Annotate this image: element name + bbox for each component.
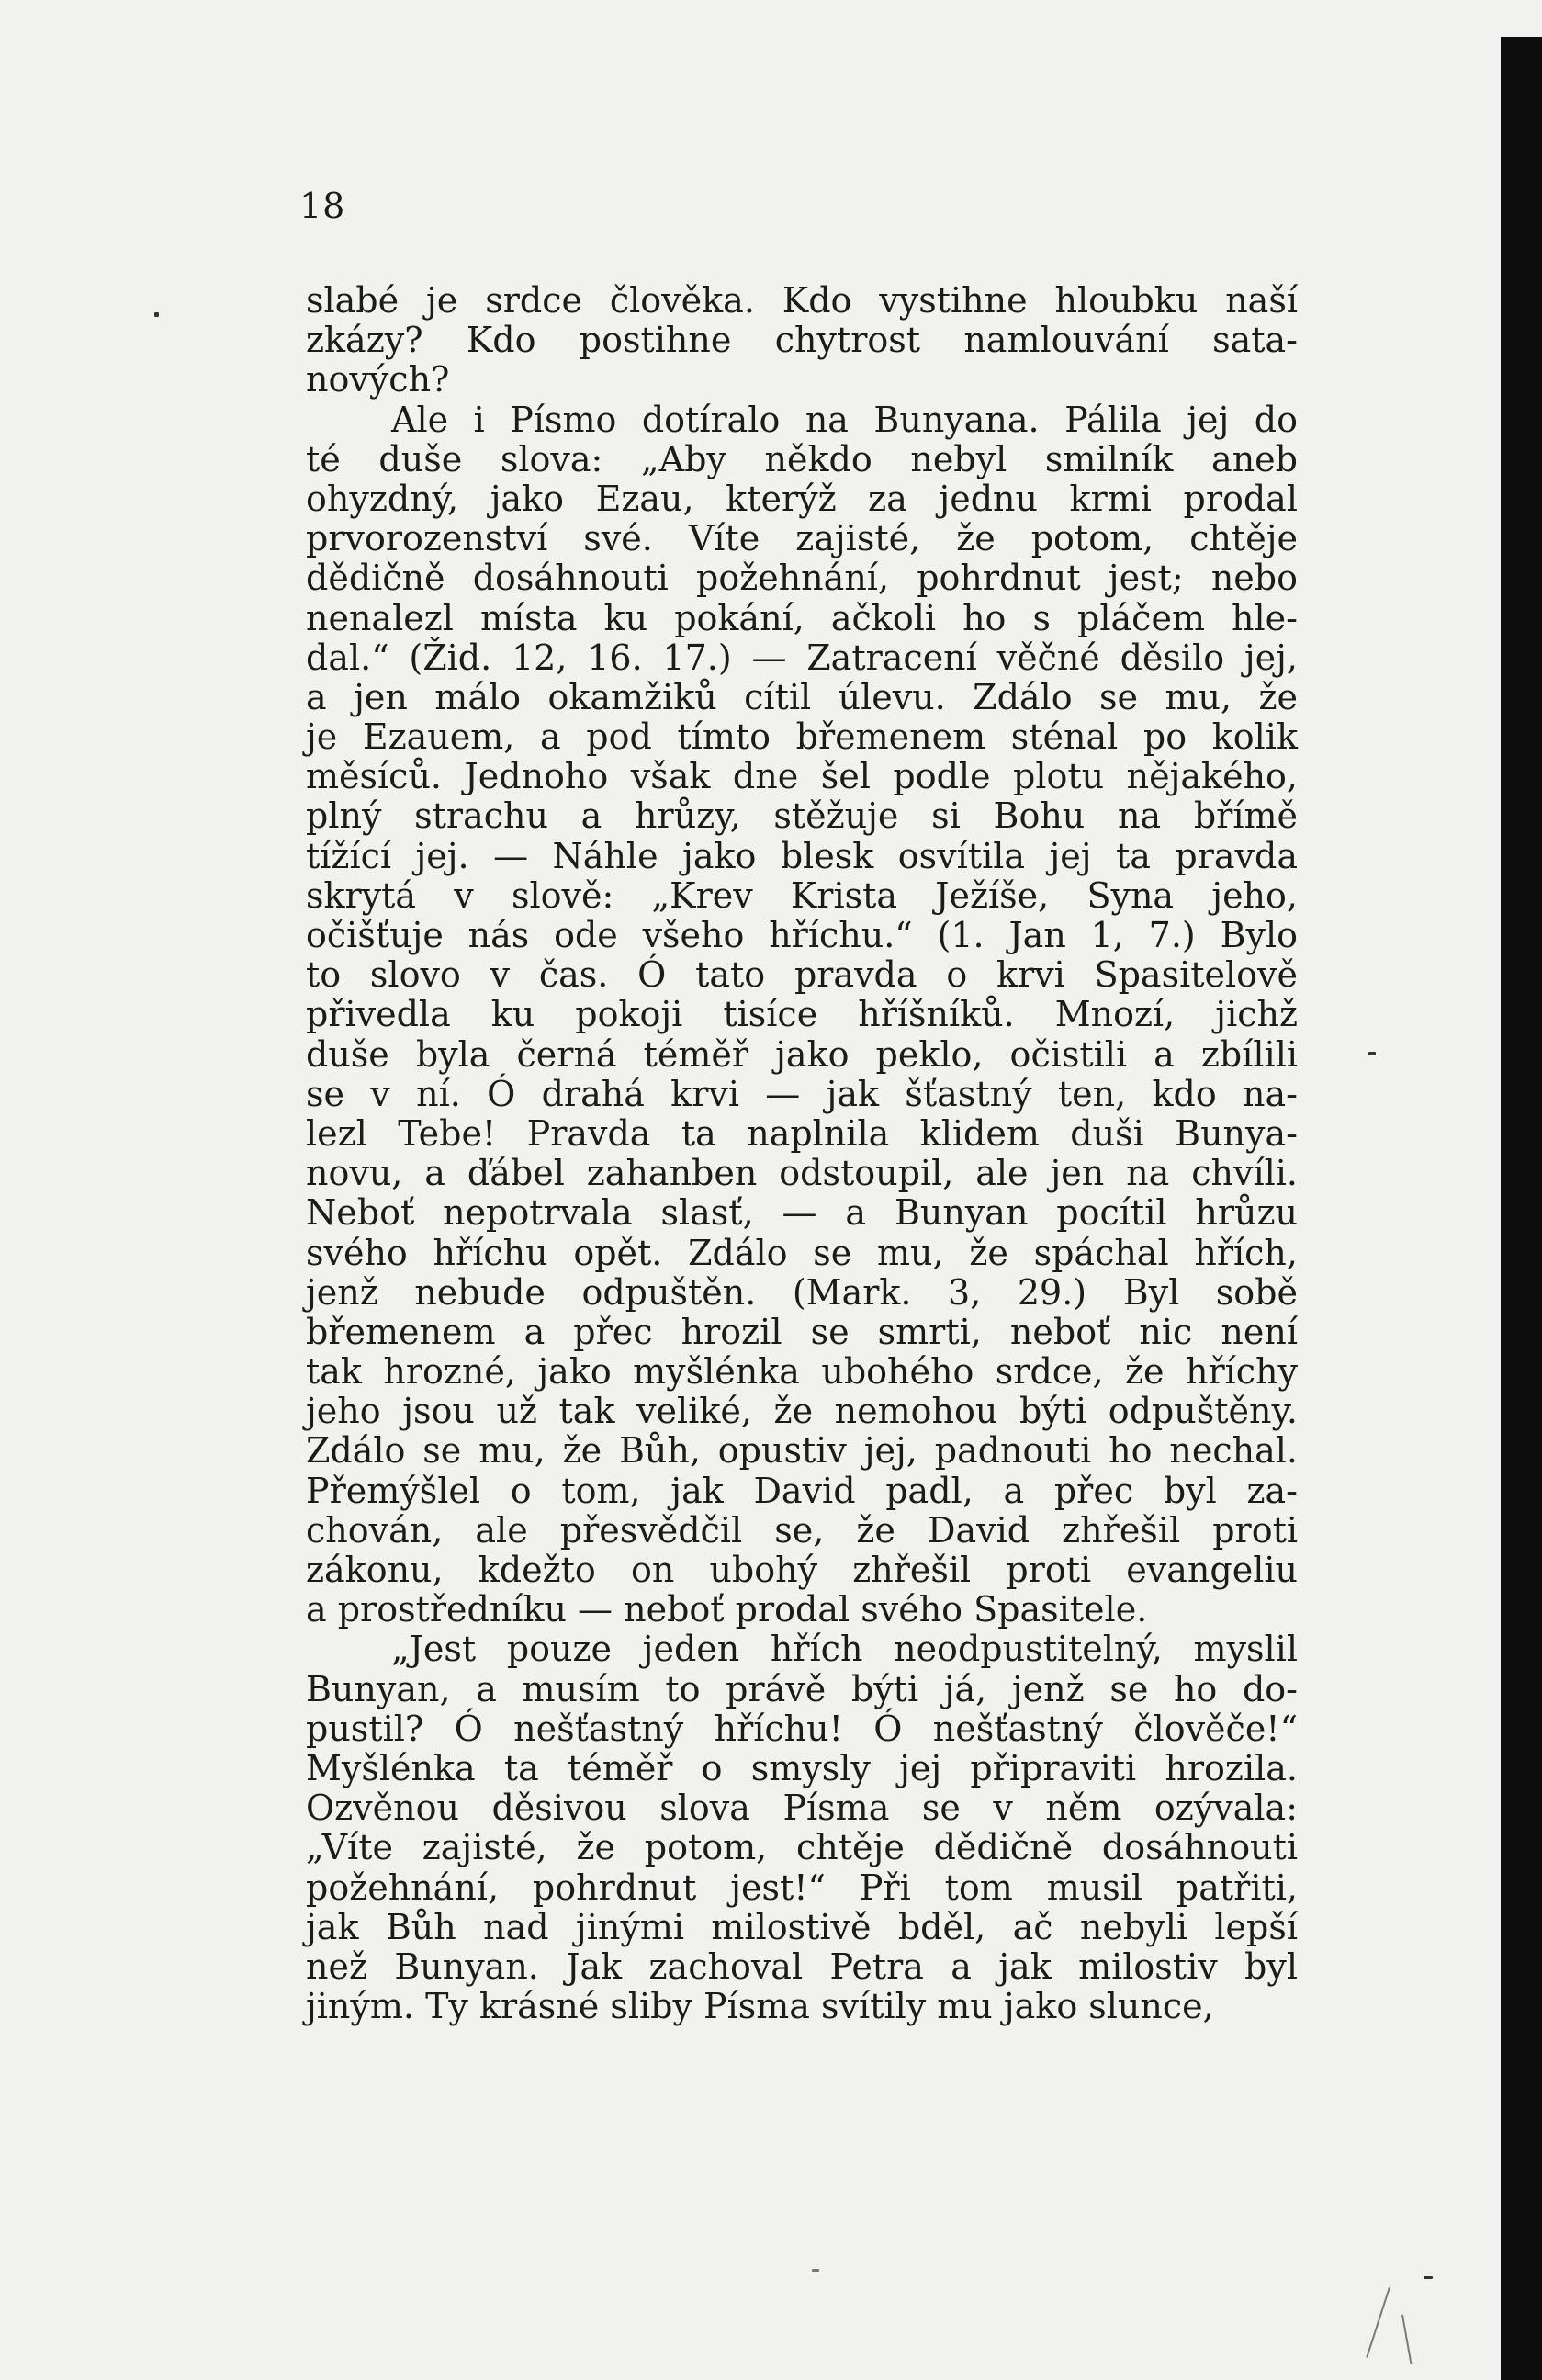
text-line: požehnání, pohrdnut jest!“ Při tom musil patřiti, xyxy=(306,1867,1298,1908)
dust-speck xyxy=(1368,1052,1376,1055)
text-line: ohyzdný, jako Ezau, kterýž za jednu krmi prodal xyxy=(306,478,1298,519)
text-line: břemenem a přec hrozil se smrti, neboť nic není xyxy=(306,1311,1298,1352)
text-line: skrytá v slově: „Krev Krista Ježíše, Syna jeho, xyxy=(306,874,1298,916)
paragraph xyxy=(306,400,1298,1630)
text-line: měsíců. Jednoho však dne šel podle plotu nějakého, xyxy=(306,756,1298,797)
text-line: nenalezl místa ku pokání, ačkoli ho s pláčem hle- xyxy=(306,597,1298,638)
body-text xyxy=(306,281,1298,2026)
text-line: Přemýšlel o tom, jak David padl, a přec byl za- xyxy=(306,1470,1298,1511)
dust-speck xyxy=(154,312,159,317)
text-line: Zdálo se mu, že Bůh, opustiv jej, padnouti ho nechal. xyxy=(306,1430,1298,1472)
text-line: pustil? Ó nešťastný hříchu! Ó nešťastný člověče!“ xyxy=(306,1708,1298,1749)
text-line: novu, a ďábel zahanben odstoupil, ale jen na chvíli. xyxy=(306,1153,1298,1194)
text-line: té duše slova: „Aby někdo nebyl smilník aneb xyxy=(306,438,1298,479)
text-line: plný strachu a hrůzy, stěžuje si Bohu na břímě xyxy=(306,795,1298,837)
text-line: „Víte zajisté, že potom, chtěje dědičně dosáhnouti xyxy=(306,1827,1298,1868)
text-line: jeho jsou už tak veliké, že nemohou býti odpuštěny. xyxy=(306,1391,1298,1432)
dust-speck xyxy=(812,2269,819,2272)
text-line: svého hříchu opět. Zdálo se mu, že spáchal hřích, xyxy=(306,1232,1298,1273)
text-line: Ale i Písmo dotíralo na Bunyana. Pálila jej do xyxy=(391,399,1298,440)
text-line: jiným. Ty krásné sliby Písma svítily mu jako slunce, xyxy=(306,1986,1214,2027)
text-line: a prostředníku — neboť prodal svého Spasitele. xyxy=(306,1589,1148,1630)
text-line: duše byla černá téměř jako peklo, očistili a zbílili xyxy=(306,1033,1298,1075)
paragraph xyxy=(306,1630,1298,2026)
scan-border xyxy=(1501,0,1542,2380)
text-line: „Jest pouze jeden hřích neodpustitelný, myslil xyxy=(391,1629,1298,1670)
text-line: to slovo v čas. Ó tato pravda o krvi Spasitelově xyxy=(306,954,1298,996)
text-line: Bunyan, a musím to právě býti já, jenž se ho do- xyxy=(306,1668,1298,1709)
text-line: chován, ale přesvědčil se, že David zhřešil proti xyxy=(306,1509,1298,1551)
text-line: se v ní. Ó drahá krvi — jak šťastný ten, kdo na- xyxy=(306,1073,1298,1114)
text-line: Myšlénka ta téměř o smysly jej připraviti hrozila. xyxy=(306,1747,1298,1788)
text-line: dal.“ (Žid. 12, 16. 17.) — Zatracení věčné děsilo jej, xyxy=(306,637,1298,678)
text-line: jak Bůh nad jinými milostivě bděl, ač nebyli lepší xyxy=(306,1906,1298,1947)
text-line: zkázy? Kdo postihne chytrost namlouvání sata- xyxy=(306,320,1298,361)
text-line: dědičně dosáhnouti požehnání, pohrdnut jest; nebo xyxy=(306,558,1298,599)
text-line: jenž nebude odpuštěn. (Mark. 3, 29.) Byl sobě xyxy=(306,1271,1298,1313)
paper-scratch xyxy=(1366,2287,1390,2358)
text-line: lezl Tebe! Pravda ta naplnila klidem duši Bunya- xyxy=(306,1112,1298,1154)
text-line: zákonu, kdežto on ubohý zhřešil proti evangeliu xyxy=(306,1550,1298,1590)
text-line: přivedla ku pokoji tisíce hříšníků. Mnozí, jichž xyxy=(306,994,1298,1035)
text-line: Neboť nepotrvala slasť, — a Bunyan pocítil hrůzu xyxy=(306,1192,1298,1234)
text-line: očišťuje nás ode všeho hříchu.“ (1. Jan 1, 7.) Bylo xyxy=(306,915,1298,955)
dust-speck xyxy=(1424,2276,1433,2279)
text-line: Ozvěnou děsivou slova Písma se v něm ozývala: xyxy=(306,1788,1298,1829)
text-line: slabé je srdce člověka. Kdo vystihne hloubku naší xyxy=(306,280,1298,321)
text-line: prvorozenství své. Víte zajisté, že potom, chtěje xyxy=(306,518,1298,559)
text-line: je Ezauem, a pod tímto břemenem sténal po kolik xyxy=(306,716,1298,758)
scan-border-corner xyxy=(1499,0,1542,37)
paragraph xyxy=(306,281,1298,400)
text-line: nových? xyxy=(306,359,450,400)
text-line: než Bunyan. Jak zachoval Petra a jak milostiv byl xyxy=(306,1946,1298,1987)
paper-scratch xyxy=(1401,2315,1413,2365)
text-line: tížící jej. — Náhle jako blesk osvítila jej ta pravda xyxy=(306,835,1298,876)
text-line: tak hrozné, jako myšlénka ubohého srdce, že hříchy xyxy=(306,1351,1298,1393)
page-number: 18 xyxy=(299,186,346,226)
text-line: a jen málo okamžiků cítil úlevu. Zdálo se mu, že xyxy=(306,676,1298,717)
